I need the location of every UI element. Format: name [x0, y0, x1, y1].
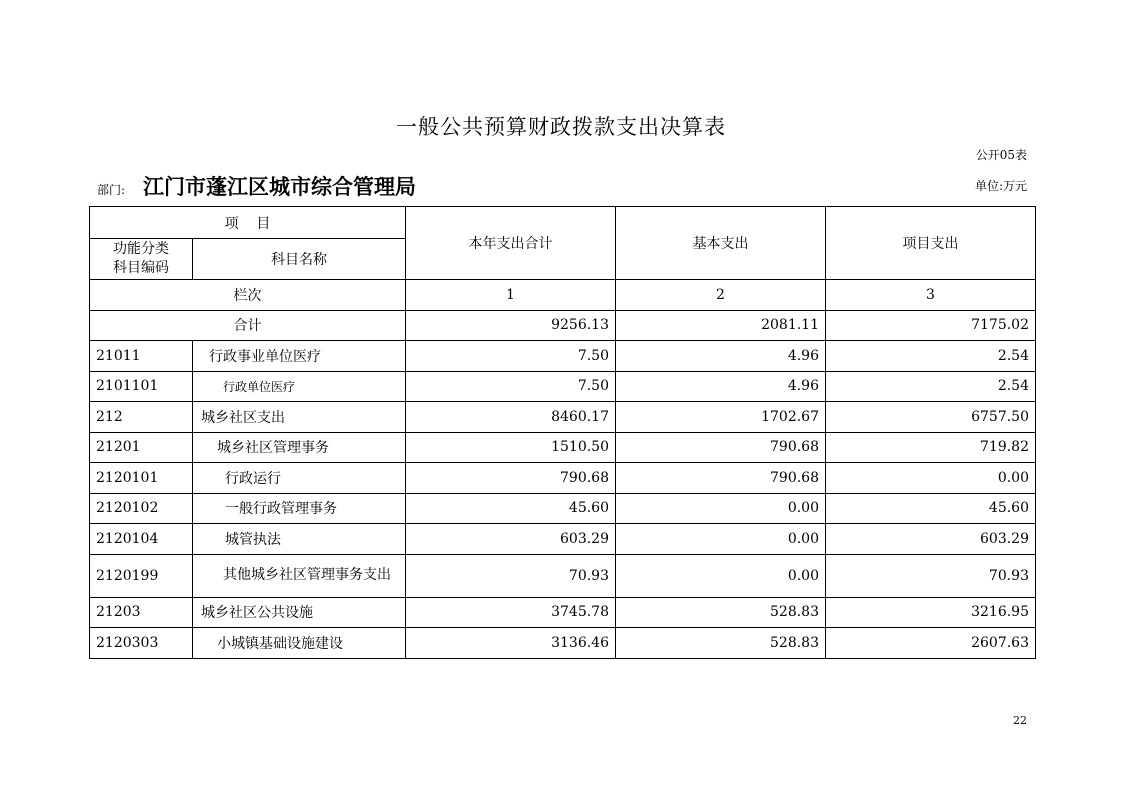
- row-total: 1510.50: [406, 432, 616, 463]
- table-row: [90, 432, 1036, 463]
- total-row: [90, 310, 1036, 341]
- row-code: 2120102: [90, 493, 193, 524]
- header-code: 功能分类 科目编码: [90, 239, 193, 280]
- department-name: 江门市蓬江区城市综合管理局: [143, 175, 416, 199]
- table-row: [90, 341, 1036, 372]
- column-index-1: 1: [406, 280, 616, 311]
- row-code: 2101101: [90, 371, 193, 402]
- row-basic: 0.00: [616, 524, 826, 555]
- table-row: [90, 463, 1036, 494]
- column-index-row: [90, 280, 1036, 311]
- row-code: 21203: [90, 597, 193, 628]
- row-code: 2120101: [90, 463, 193, 494]
- total-label: 合计: [90, 310, 406, 341]
- total-project: 7175.02: [826, 310, 1036, 341]
- row-name: 城乡社区支出: [193, 402, 406, 433]
- report-title: 一般公共预算财政拨款支出决算表: [396, 115, 726, 139]
- row-project: 45.60: [826, 493, 1036, 524]
- table-row: [90, 628, 1036, 659]
- total-amount: 9256.13: [406, 310, 616, 341]
- row-name: 一般行政管理事务: [193, 493, 406, 524]
- row-basic: 4.96: [616, 371, 826, 402]
- row-total: 790.68: [406, 463, 616, 494]
- expenditure-table: [89, 206, 1036, 659]
- row-name: 城管执法: [193, 524, 406, 555]
- header-basic: 基本支出: [616, 207, 826, 280]
- row-project: 70.93: [826, 554, 1036, 597]
- row-code: 2120104: [90, 524, 193, 555]
- header-item: 项 目: [90, 207, 406, 239]
- row-basic: 528.83: [616, 597, 826, 628]
- row-project: 3216.95: [826, 597, 1036, 628]
- table-row: [90, 402, 1036, 433]
- row-name: 其他城乡社区管理事务支出: [193, 554, 406, 597]
- row-basic: 790.68: [616, 432, 826, 463]
- row-basic: 790.68: [616, 463, 826, 494]
- row-total: 45.60: [406, 493, 616, 524]
- row-project: 719.82: [826, 432, 1036, 463]
- row-code: 21011: [90, 341, 193, 372]
- table-row: [90, 371, 1036, 402]
- department-label: 部门:: [97, 183, 126, 197]
- row-basic: 528.83: [616, 628, 826, 659]
- row-total: 7.50: [406, 371, 616, 402]
- table-row: [90, 597, 1036, 628]
- row-code: 212: [90, 402, 193, 433]
- column-index-label: 栏次: [90, 280, 406, 311]
- column-index-2: 2: [616, 280, 826, 311]
- row-total: 8460.17: [406, 402, 616, 433]
- total-basic: 2081.11: [616, 310, 826, 341]
- row-project: 0.00: [826, 463, 1036, 494]
- table-row: [90, 524, 1036, 555]
- row-total: 7.50: [406, 341, 616, 372]
- row-project: 6757.50: [826, 402, 1036, 433]
- row-basic: 1702.67: [616, 402, 826, 433]
- row-project: 2.54: [826, 341, 1036, 372]
- department-row: [97, 171, 1027, 201]
- row-name: 行政单位医疗: [193, 371, 406, 402]
- form-number: 公开05表: [975, 148, 1027, 162]
- unit-label: 单位:万元: [974, 179, 1027, 193]
- page-number: 22: [1013, 714, 1027, 727]
- row-basic: 4.96: [616, 341, 826, 372]
- row-name: 城乡社区公共设施: [193, 597, 406, 628]
- table-row: [90, 493, 1036, 524]
- row-name: 城乡社区管理事务: [193, 432, 406, 463]
- row-total: 3745.78: [406, 597, 616, 628]
- header-project: 项目支出: [826, 207, 1036, 280]
- row-name: 行政运行: [193, 463, 406, 494]
- row-basic: 0.00: [616, 554, 826, 597]
- row-total: 603.29: [406, 524, 616, 555]
- row-code: 21201: [90, 432, 193, 463]
- row-name: 小城镇基础设施建设: [193, 628, 406, 659]
- row-code: 2120199: [90, 554, 193, 597]
- header-row-1: [90, 207, 1036, 239]
- row-total: 3136.46: [406, 628, 616, 659]
- column-index-3: 3: [826, 280, 1036, 311]
- table-row: [90, 554, 1036, 597]
- header-subject: 科目名称: [193, 239, 406, 280]
- row-project: 603.29: [826, 524, 1036, 555]
- row-basic: 0.00: [616, 493, 826, 524]
- row-project: 2.54: [826, 371, 1036, 402]
- row-code: 2120303: [90, 628, 193, 659]
- row-name: 行政事业单位医疗: [193, 341, 406, 372]
- row-total: 70.93: [406, 554, 616, 597]
- header-total: 本年支出合计: [406, 207, 616, 280]
- row-project: 2607.63: [826, 628, 1036, 659]
